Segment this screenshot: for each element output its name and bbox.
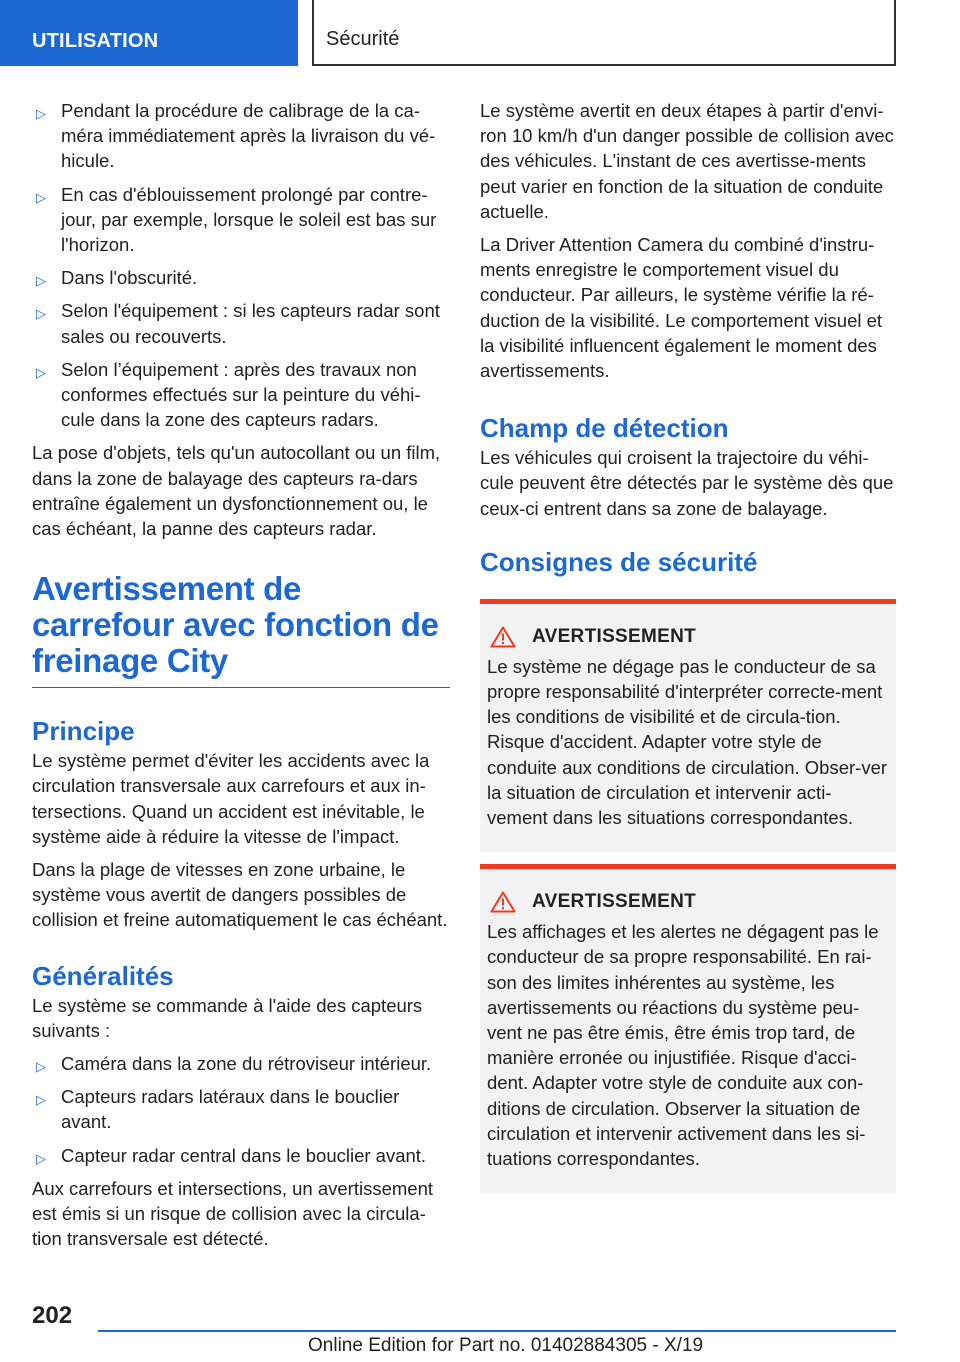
paragraph-warning-stages: Le système avertit en deux étapes à partir d'envi-ron 10 km/h d'un danger possible de collision avec des véhicules. L'instant de ces avertisse-ments peut varier en fonction de la situation de conduite actuelle. — [480, 100, 894, 222]
warning-triangle-icon — [490, 891, 516, 913]
warning-box — [480, 599, 896, 852]
paragraph-pose: La pose d'objets, tels qu'un autocollant ou un film, dans la zone de balayage des capteurs ra-dars entraîne également un dysfonctionnement ou, le cas échéant, la panne des capteurs radar. — [32, 442, 441, 540]
triangle-bullet-icon: ▷ — [36, 364, 46, 380]
warning-text: Le système ne dégage pas le conducteur de sa propre responsabilité d'interpréter correcte-ment les conditions de visibilité et de circula-tion. Risque d'accident. Adapter votre style de conduite aux conditions de circulation. Obser-ver la situation de circulation et intervenir acti-vement dans les situations correspondantes. — [487, 655, 888, 829]
header-section-label: UTILISATION — [32, 30, 159, 52]
list-item: ▷ Capteurs radars latéraux dans le bouclier avant. — [36, 1086, 400, 1133]
main-heading: Avertissement de carrefour avec fonction de freinage City — [32, 571, 450, 688]
list-item: ▷ Pendant la procédure de calibrage de la ca-méra immédiatement après la livraison du vé-hicule. — [36, 100, 436, 172]
paragraph-generalites-intro: Le système se commande à l'aide des capteurs suivants : — [32, 994, 423, 1041]
left-column — [32, 98, 450, 1260]
triangle-bullet-icon: ▷ — [36, 106, 46, 121]
triangle-bullet-icon: ▷ — [36, 273, 46, 289]
warning-box — [480, 864, 896, 1193]
list-item: ▷ En cas d'éblouissement prolongé par contre-jour, par exemple, lorsque le soleil est bas sur l'horizon. — [36, 183, 437, 256]
paragraph-driver-camera: La Driver Attention Camera du combiné d'instru-ments enregistre le comportement visuel du conducteur. Par ailleurs, le système vérifie la ré-duction de la visibilité. Le comportement visuel et la visibilité influencent également le moment des avertissements. — [480, 234, 883, 382]
triangle-bullet-icon: ▷ — [36, 306, 46, 322]
triangle-bullet-icon: ▷ — [36, 189, 46, 205]
warning-triangle-icon — [490, 626, 516, 648]
paragraph-champ: Les véhicules qui croisent la trajectoire du véhi-cule peuvent être détectés par le système dès que ceux-ci entrent dans sa zone de balayage. — [480, 447, 894, 519]
paragraph-generalites-after: Aux carrefours et intersections, un avertissement est émis si un risque de collision avec la circula-tion transversale est détecté. — [32, 1177, 434, 1250]
list-item: ▷ Selon l’équipement : après des travaux non conformes effectués sur la peinture du véhi-cule dans la zone des capteurs radars. — [36, 358, 421, 431]
page-number: 202 — [32, 1302, 73, 1329]
warning-title: AVERTISSEMENT — [532, 625, 697, 647]
paragraph-principe-1: Le système permet d'éviter les accidents avec la circulation transversale aux carrefours et aux in-tersections. Quand un accident est inévitable, le système aide à réduire la vitesse de l'impact. — [32, 750, 430, 847]
right-column — [480, 98, 896, 1193]
heading-generalites: Généralités — [32, 960, 174, 991]
paragraph-principe-2: Dans la plage de vitesses en zone urbaine, le système vous avertit de dangers possibles de collision et freine automatiquement le cas échéant. — [32, 859, 448, 931]
list-item: ▷ Caméra dans la zone du rétroviseur intérieur. — [32, 1051, 450, 1076]
triangle-bullet-icon: ▷ — [36, 1092, 46, 1108]
warning-title: AVERTISSEMENT — [532, 891, 697, 913]
header-section-tab — [0, 0, 298, 66]
triangle-bullet-icon: ▷ — [36, 1059, 46, 1075]
warning-text: Les affichages et les alertes ne dégagent pas le conducteur de sa propre responsabilité. En rai-son des limites inhérentes au système, les avertissements ou réactions du système peu-vent ne pas être émis, être émis trop tard, de manière erronée ou injustifiée. Risque d'acci-dent. Adapter votre style de conduite aux con-ditions de circulation. Observer la situation de circulation et intervenir activement dans les si-tuations correspondantes. — [487, 921, 879, 1170]
footer-edition: Online Edition for Part no. 01402884305 - X/19 — [308, 1335, 704, 1356]
heading-principe: Principe — [32, 716, 135, 747]
list-item: ▷ Selon l'équipement : si les capteurs radar sont sales ou recouverts. — [36, 300, 440, 347]
list-item: ▷ Capteur radar central dans le bouclier avant. — [32, 1143, 450, 1168]
header-topic-label: Sécurité — [326, 28, 400, 50]
bullet-list-sensors — [32, 1051, 450, 1168]
heading-consignes: Consignes de sécurité — [480, 546, 758, 577]
triangle-bullet-icon: ▷ — [36, 1150, 46, 1166]
list-item: ▷ Dans l'obscurité. — [32, 265, 450, 290]
heading-champ: Champ de détection — [480, 413, 729, 444]
footer-divider — [98, 1330, 896, 1332]
warning-header — [487, 626, 888, 648]
bullet-list-conditions — [32, 98, 450, 432]
header-topic-box — [312, 0, 896, 66]
warning-header — [487, 891, 888, 913]
